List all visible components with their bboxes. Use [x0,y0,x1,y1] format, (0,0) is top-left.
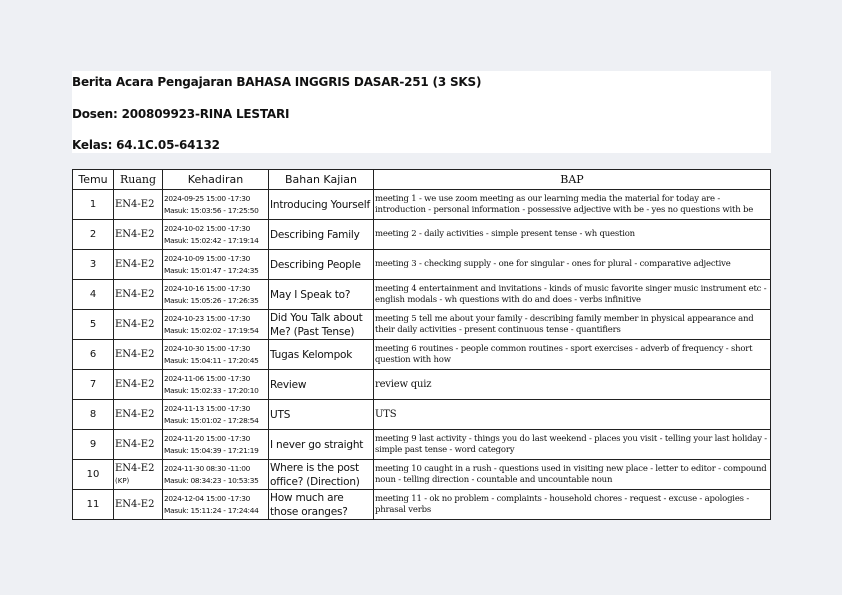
room-code: EN4-E2 [115,439,155,450]
check-in-time: Masuk: 08:34:23 - 10:53:35 [164,475,259,485]
lecturer-label: Dosen: 200809923-RINA LESTARI [72,107,290,121]
teaching-report-table [72,169,771,520]
bap-cell: UTS [374,400,771,430]
table-row [73,190,771,220]
schedule-time: 2024-10-23 15:00 -17:30 [164,313,251,323]
table-row [73,400,771,430]
meeting-number: 9 [73,430,114,460]
room-code: EN4-E2 [115,349,155,360]
meeting-number: 7 [73,370,114,400]
check-in-time: Masuk: 15:05:26 - 17:26:35 [164,295,259,305]
room-cell [114,430,163,460]
room-code: EN4-E2 [115,409,155,420]
topic-cell: Review [269,370,374,400]
bap-cell: meeting 10 caught in a rush - questions used in visiting new place - letter to editor - compound noun - telling direction - countable and uncountable noun [374,460,771,490]
check-in-time: Masuk: 15:04:39 - 17:21:19 [164,445,259,455]
meeting-number: 8 [73,400,114,430]
meeting-number: 5 [73,310,114,340]
attendance-cell [163,280,269,310]
meeting-number: 2 [73,220,114,250]
bap-cell: meeting 5 tell me about your family - describing family member in physical appearance and their daily activities - present continuous tense - quantifiers [374,310,771,340]
room-code: EN4-E2 [115,379,155,390]
table-header-row [73,170,771,190]
topic-cell: May I Speak to? [269,280,374,310]
column-header-bahan-kajian: Bahan Kajian [269,170,374,190]
bap-cell: meeting 3 - checking supply - one for singular - ones for plural - comparative adjective [374,250,771,280]
table-row [73,340,771,370]
topic-cell: How much are those oranges? [269,490,374,520]
room-cell [114,490,163,520]
bap-cell: meeting 4 entertainment and invitations - kinds of music favorite singer music instrument etc - english modals - wh questions with do and does - verbs infinitive [374,280,771,310]
room-cell [114,400,163,430]
attendance-cell [163,490,269,520]
room-code: EN4-E2 [115,229,155,240]
table-row [73,490,771,520]
room-code: EN4-E2 [115,199,155,210]
attendance-cell [163,190,269,220]
check-in-time: Masuk: 15:01:02 - 17:28:54 [164,415,259,425]
check-in-time: Masuk: 15:02:33 - 17:20:10 [164,385,259,395]
topic-cell: Tugas Kelompok [269,340,374,370]
topic-cell: Where is the post office? (Direction) [269,460,374,490]
topic-cell: Did You Talk about Me? (Past Tense) [269,310,374,340]
topic-cell: Introducing Yourself [269,190,374,220]
room-cell [114,190,163,220]
report-header [72,71,771,153]
room-note: (KP) [115,476,130,485]
topic-cell: Describing People [269,250,374,280]
attendance-cell [163,340,269,370]
room-cell [114,340,163,370]
schedule-time: 2024-10-09 15:00 -17:30 [164,253,251,263]
room-cell [114,370,163,400]
meeting-number: 3 [73,250,114,280]
table-row [73,310,771,340]
column-header-kehadiran: Kehadiran [163,170,269,190]
attendance-cell [163,460,269,490]
check-in-time: Masuk: 15:02:42 - 17:19:14 [164,235,259,245]
class-label: Kelas: 64.1C.05-64132 [72,138,220,152]
schedule-time: 2024-09-25 15:00 -17:30 [164,193,251,203]
meeting-number: 4 [73,280,114,310]
schedule-time: 2024-10-16 15:00 -17:30 [164,283,251,293]
attendance-cell [163,370,269,400]
room-code: EN4-E2 [115,499,155,510]
bap-cell: review quiz [374,370,771,400]
bap-cell: meeting 9 last activity - things you do last weekend - places you visit - telling your last holiday - simple past tense - word category [374,430,771,460]
meeting-number: 1 [73,190,114,220]
check-in-time: Masuk: 15:01:47 - 17:24:35 [164,265,259,275]
topic-cell: I never go straight [269,430,374,460]
bap-cell: meeting 11 - ok no problem - complaints - household chores - request - excuse - apologies - phrasal verbs [374,490,771,520]
room-cell [114,280,163,310]
report-title: Berita Acara Pengajaran BAHASA INGGRIS DASAR-251 (3 SKS) [72,75,482,89]
column-header-temu: Temu [73,170,114,190]
meeting-number: 6 [73,340,114,370]
room-cell [114,220,163,250]
check-in-time: Masuk: 15:03:56 - 17:25:50 [164,205,259,215]
check-in-time: Masuk: 15:04:11 - 17:20:45 [164,355,259,365]
table-row [73,220,771,250]
attendance-cell [163,430,269,460]
room-cell [114,460,163,490]
column-header-ruang: Ruang [114,170,163,190]
room-cell [114,310,163,340]
table-row [73,430,771,460]
table-row [73,370,771,400]
schedule-time: 2024-10-02 15:00 -17:30 [164,223,251,233]
check-in-time: Masuk: 15:02:02 - 17:19:54 [164,325,259,335]
attendance-cell [163,400,269,430]
bap-cell: meeting 2 - daily activities - simple present tense - wh question [374,220,771,250]
topic-cell: Describing Family [269,220,374,250]
topic-cell: UTS [269,400,374,430]
schedule-time: 2024-11-06 15:00 -17:30 [164,373,251,383]
meeting-number: 10 [73,460,114,490]
table-row [73,250,771,280]
bap-cell: meeting 6 routines - people common routines - sport exercises - adverb of frequency - short question with how [374,340,771,370]
room-code: EN4-E2 [115,259,155,270]
room-code: EN4-E2 [115,289,155,300]
attendance-cell [163,250,269,280]
attendance-cell [163,220,269,250]
bap-cell: meeting 1 - we use zoom meeting as our learning media the material for today are - introduction - personal information - possessive adjective with be - yes no questions with be [374,190,771,220]
schedule-time: 2024-11-30 08:30 -11:00 [164,463,251,473]
column-header-bap: BAP [374,170,771,190]
room-cell [114,250,163,280]
schedule-time: 2024-11-13 15:00 -17:30 [164,403,251,413]
schedule-time: 2024-11-20 15:00 -17:30 [164,433,251,443]
attendance-cell [163,310,269,340]
table-row [73,460,771,490]
room-code: EN4-E2 [115,462,155,474]
schedule-time: 2024-10-30 15:00 -17:30 [164,343,251,353]
meeting-number: 11 [73,490,114,520]
table-row [73,280,771,310]
room-code: EN4-E2 [115,319,155,330]
schedule-time: 2024-12-04 15:00 -17:30 [164,493,251,503]
check-in-time: Masuk: 15:11:24 - 17:24:44 [164,505,259,515]
